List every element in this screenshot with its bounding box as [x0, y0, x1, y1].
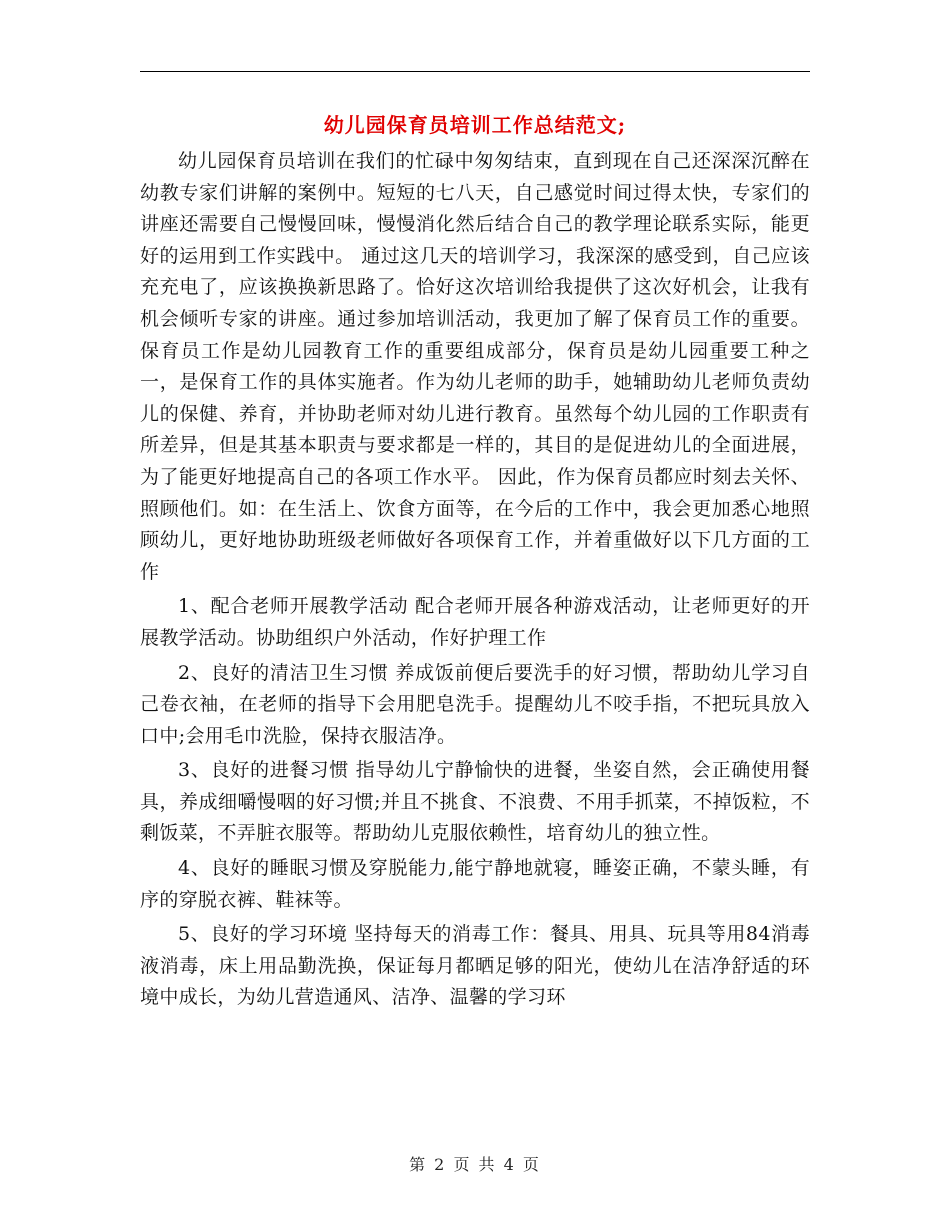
paragraph-item-4: 4、良好的睡眠习惯及穿脱能力,能宁静地就寝，睡姿正确，不蒙头睡，有序的穿脱衣裤、鞋袜等。: [140, 857, 810, 911]
page-number-footer: 第 2 页 共 4 页: [409, 1155, 541, 1174]
paragraph-item-5: 5、良好的学习环境 坚持每天的消毒工作：餐具、用具、玩具等用84消毒液消毒，床上用品勤洗换，保证每月都晒足够的阳光，使幼儿在洁净舒适的环境中成长，为幼儿营造通风、洁净、温馨的学习环: [140, 923, 810, 1009]
paragraph-intro: 幼儿园保育员培训在我们的忙碌中匆匆结束，直到现在自己还深深沉醉在幼教专家们讲解的案例中。短短的七八天，自己感觉时间过得太快，专家们的讲座还需要自己慢慢回味，慢慢消化然后结合自己的教学理论联系实际，能更好的运用到工作实践中。 通过这几天的培训学习，我深深的感受到，自己应该充充电了，应该换换新思路了。恰好这次培训给我提供了这次好机会，让我有机会倾听专家的讲座。通过参加培训活动，我更加了解了保育员工作的重要。保育员工作是幼儿园教育工作的重要组成部分，保育员是幼儿园重要工种之一，是保育工作的具体实施者。作为幼儿老师的助手，她辅助幼儿老师负责幼儿的保健、养育，并协助老师对幼儿进行教育。虽然每个幼儿园的工作职责有所差异，但是其基本职责与要求都是一样的，其目的是促进幼儿的全面进展，为了能更好地提高自己的各项工作水平。 因此，作为保育员都应时刻去关怀、照顾他们。如：在生活上、饮食方面等，在今后的工作中，我会更加悉心地照顾幼儿，更好地协助班级老师做好各项保育工作，并着重做好以下几方面的工作: [140, 150, 810, 583]
header-rule: [140, 71, 810, 72]
document-body: [140, 146, 810, 1014]
document-title: 幼儿园保育员培训工作总结范文;: [323, 113, 627, 137]
paragraph-item-3: 3、良好的进餐习惯 指导幼儿宁静愉快的进餐，坐姿自然，会正确使用餐具，养成细嚼慢咽的好习惯;并且不挑食、不浪费、不用手抓菜，不掉饭粒，不剩饭菜，不弄脏衣服等。帮助幼儿克服依赖性，培育幼儿的独立性。: [140, 759, 810, 845]
paragraph-item-1: 1、配合老师开展教学活动 配合老师开展各种游戏活动，让老师更好的开展教学活动。协助组织户外活动，作好护理工作: [140, 595, 810, 649]
paragraph-item-2: 2、良好的清洁卫生习惯 养成饭前便后要洗手的好习惯，帮助幼儿学习自己卷衣袖，在老师的指导下会用肥皂洗手。提醒幼儿不咬手指，不把玩具放入口中;会用毛巾洗脸，保持衣服洁净。: [140, 661, 810, 747]
